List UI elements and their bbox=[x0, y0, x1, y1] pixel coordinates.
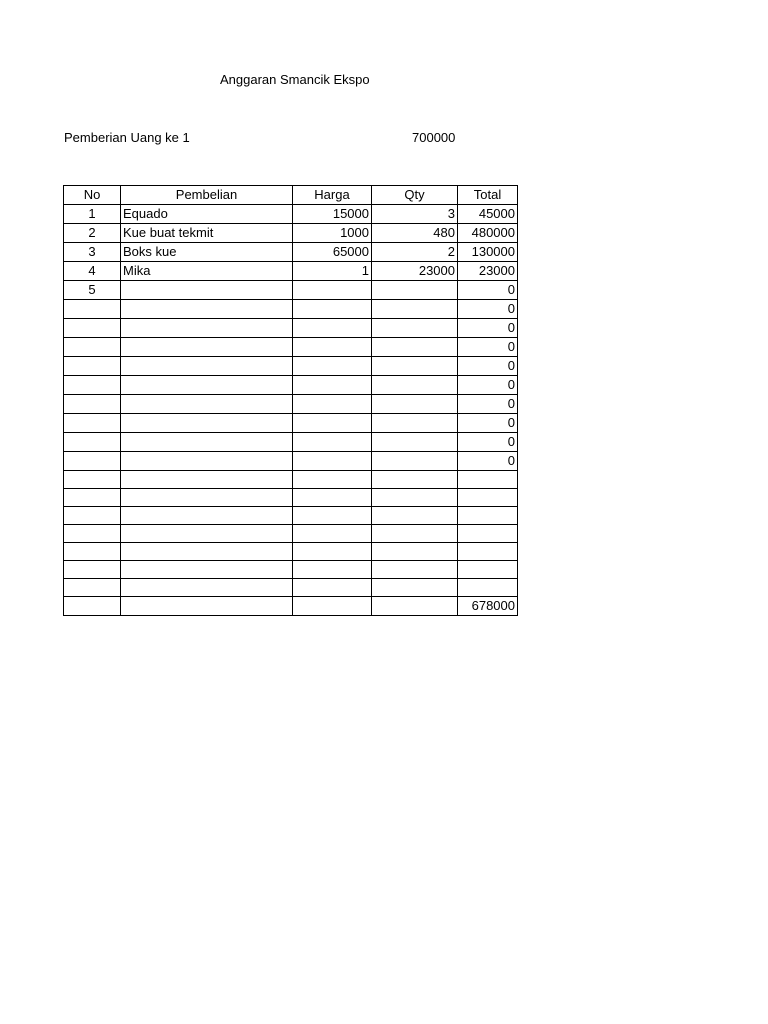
table-row bbox=[64, 561, 518, 579]
cell-total bbox=[458, 471, 518, 489]
table-row bbox=[64, 243, 518, 262]
cell-qty: 23000 bbox=[372, 262, 458, 281]
cell-harga bbox=[293, 300, 372, 319]
table-row bbox=[64, 262, 518, 281]
cell-no bbox=[64, 338, 121, 357]
table-row bbox=[64, 507, 518, 525]
cell-pembelian bbox=[121, 433, 293, 452]
cell-pembelian bbox=[121, 395, 293, 414]
cell-harga: 15000 bbox=[293, 205, 372, 224]
table-row bbox=[64, 543, 518, 561]
table-row bbox=[64, 395, 518, 414]
cell-total bbox=[458, 489, 518, 507]
document-title: Anggaran Smancik Ekspo bbox=[220, 72, 370, 87]
cell-harga bbox=[293, 507, 372, 525]
table-row bbox=[64, 376, 518, 395]
cell-no bbox=[64, 357, 121, 376]
table-row bbox=[64, 319, 518, 338]
cell-no bbox=[64, 395, 121, 414]
cell-qty bbox=[372, 414, 458, 433]
cell-pembelian bbox=[121, 579, 293, 597]
header-pembelian: Pembelian bbox=[121, 186, 293, 205]
cell-harga bbox=[293, 525, 372, 543]
cell-total: 0 bbox=[458, 433, 518, 452]
cell-no bbox=[64, 543, 121, 561]
cell-total: 0 bbox=[458, 414, 518, 433]
cell-no bbox=[64, 300, 121, 319]
cell-harga bbox=[293, 395, 372, 414]
table-row bbox=[64, 579, 518, 597]
cell-no bbox=[64, 319, 121, 338]
table-row bbox=[64, 338, 518, 357]
cell-total: 23000 bbox=[458, 262, 518, 281]
cell-harga bbox=[293, 338, 372, 357]
cell-pembelian bbox=[121, 338, 293, 357]
payment-amount: 700000 bbox=[412, 130, 456, 145]
cell-total: 0 bbox=[458, 338, 518, 357]
cell-qty bbox=[372, 507, 458, 525]
cell-qty bbox=[372, 319, 458, 338]
cell-no: 1 bbox=[64, 205, 121, 224]
cell-pembelian bbox=[121, 543, 293, 561]
cell-pembelian bbox=[121, 489, 293, 507]
cell-qty bbox=[372, 357, 458, 376]
cell-pembelian bbox=[121, 376, 293, 395]
cell-pembelian: Mika bbox=[121, 262, 293, 281]
cell-total bbox=[458, 561, 518, 579]
cell-qty bbox=[372, 561, 458, 579]
header-harga: Harga bbox=[293, 186, 372, 205]
cell-no bbox=[64, 507, 121, 525]
table-row bbox=[64, 281, 518, 300]
table-row bbox=[64, 452, 518, 471]
cell-harga: 1 bbox=[293, 262, 372, 281]
cell-no: 4 bbox=[64, 262, 121, 281]
cell-pembelian bbox=[121, 525, 293, 543]
cell-harga: 1000 bbox=[293, 224, 372, 243]
cell-harga bbox=[293, 471, 372, 489]
header-total: Total bbox=[458, 186, 518, 205]
cell-total: 0 bbox=[458, 300, 518, 319]
table-body bbox=[64, 205, 518, 616]
cell-total: 45000 bbox=[458, 205, 518, 224]
cell-total: 0 bbox=[458, 452, 518, 471]
cell-harga bbox=[293, 597, 372, 616]
cell-no bbox=[64, 452, 121, 471]
table-row bbox=[64, 433, 518, 452]
payment-label: Pemberian Uang ke 1 bbox=[64, 130, 190, 145]
cell-no: 2 bbox=[64, 224, 121, 243]
cell-total: 480000 bbox=[458, 224, 518, 243]
cell-harga bbox=[293, 452, 372, 471]
cell-total: 0 bbox=[458, 281, 518, 300]
cell-harga: 65000 bbox=[293, 243, 372, 262]
cell-no bbox=[64, 376, 121, 395]
cell-pembelian bbox=[121, 597, 293, 616]
header-no: No bbox=[64, 186, 121, 205]
cell-qty bbox=[372, 543, 458, 561]
cell-no bbox=[64, 489, 121, 507]
cell-pembelian: Boks kue bbox=[121, 243, 293, 262]
cell-total: 0 bbox=[458, 395, 518, 414]
cell-pembelian: Kue buat tekmit bbox=[121, 224, 293, 243]
cell-qty bbox=[372, 525, 458, 543]
table-row bbox=[64, 224, 518, 243]
cell-total: 130000 bbox=[458, 243, 518, 262]
table-row bbox=[64, 414, 518, 433]
table-row bbox=[64, 525, 518, 543]
table-header-row bbox=[64, 186, 518, 205]
cell-pembelian bbox=[121, 281, 293, 300]
cell-pembelian bbox=[121, 561, 293, 579]
cell-qty: 2 bbox=[372, 243, 458, 262]
cell-no bbox=[64, 433, 121, 452]
cell-qty bbox=[372, 471, 458, 489]
cell-total: 678000 bbox=[458, 597, 518, 616]
cell-pembelian bbox=[121, 452, 293, 471]
cell-harga bbox=[293, 281, 372, 300]
cell-no bbox=[64, 525, 121, 543]
cell-pembelian bbox=[121, 319, 293, 338]
cell-pembelian bbox=[121, 414, 293, 433]
cell-pembelian bbox=[121, 507, 293, 525]
cell-harga bbox=[293, 489, 372, 507]
header-qty: Qty bbox=[372, 186, 458, 205]
cell-qty: 3 bbox=[372, 205, 458, 224]
cell-no: 5 bbox=[64, 281, 121, 300]
cell-pembelian bbox=[121, 471, 293, 489]
cell-harga bbox=[293, 357, 372, 376]
cell-no bbox=[64, 414, 121, 433]
cell-qty bbox=[372, 433, 458, 452]
table-row bbox=[64, 300, 518, 319]
cell-harga bbox=[293, 414, 372, 433]
cell-qty bbox=[372, 489, 458, 507]
cell-total bbox=[458, 507, 518, 525]
cell-qty bbox=[372, 281, 458, 300]
cell-qty bbox=[372, 597, 458, 616]
cell-total: 0 bbox=[458, 319, 518, 338]
cell-no bbox=[64, 597, 121, 616]
cell-qty bbox=[372, 395, 458, 414]
budget-table bbox=[63, 185, 518, 616]
cell-harga bbox=[293, 561, 372, 579]
cell-total: 0 bbox=[458, 357, 518, 376]
table-row bbox=[64, 489, 518, 507]
cell-pembelian: Equado bbox=[121, 205, 293, 224]
cell-pembelian bbox=[121, 357, 293, 376]
cell-no: 3 bbox=[64, 243, 121, 262]
cell-no bbox=[64, 579, 121, 597]
cell-no bbox=[64, 561, 121, 579]
table-row bbox=[64, 597, 518, 616]
cell-harga bbox=[293, 319, 372, 338]
cell-harga bbox=[293, 433, 372, 452]
cell-total: 0 bbox=[458, 376, 518, 395]
cell-qty bbox=[372, 452, 458, 471]
cell-qty bbox=[372, 376, 458, 395]
cell-harga bbox=[293, 543, 372, 561]
cell-total bbox=[458, 525, 518, 543]
cell-qty bbox=[372, 338, 458, 357]
table-row bbox=[64, 205, 518, 224]
cell-pembelian bbox=[121, 300, 293, 319]
cell-harga bbox=[293, 579, 372, 597]
cell-qty bbox=[372, 579, 458, 597]
cell-qty bbox=[372, 300, 458, 319]
cell-qty: 480 bbox=[372, 224, 458, 243]
cell-no bbox=[64, 471, 121, 489]
table-row bbox=[64, 357, 518, 376]
cell-total bbox=[458, 579, 518, 597]
cell-harga bbox=[293, 376, 372, 395]
cell-total bbox=[458, 543, 518, 561]
table-row bbox=[64, 471, 518, 489]
